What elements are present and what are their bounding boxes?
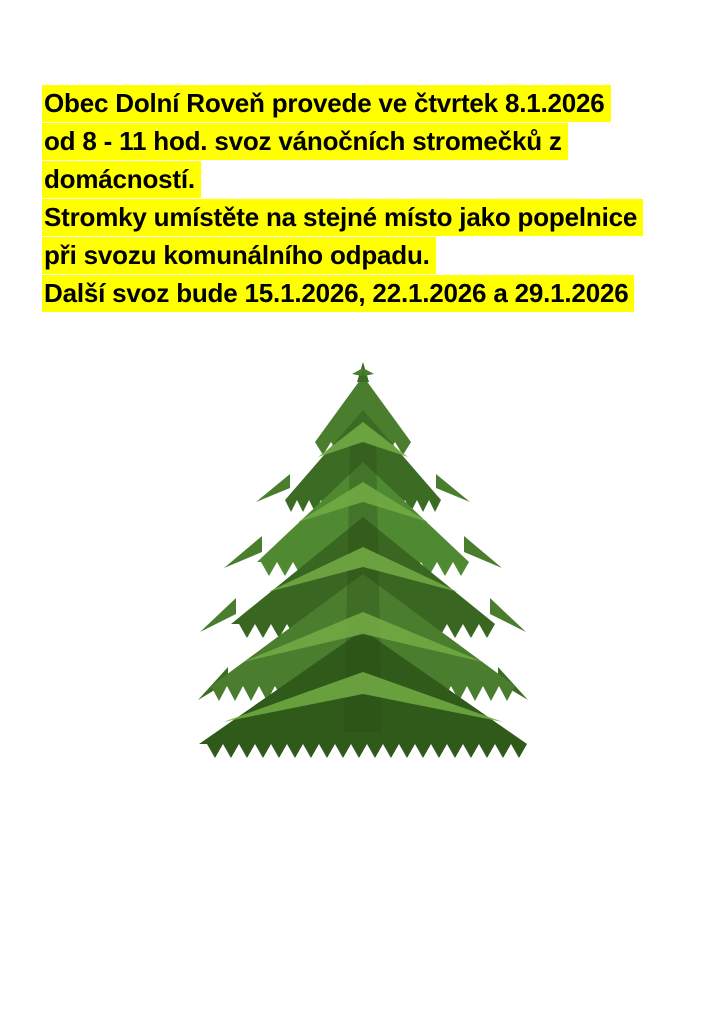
highlighted-line: domácností.	[42, 161, 201, 198]
announcement-paragraph-2	[44, 198, 685, 274]
christmas-tree-figure	[0, 362, 725, 762]
tree-top-leader	[352, 362, 374, 382]
highlighted-line: Stromky umístěte na stejné místo jako popelnice	[42, 199, 643, 236]
highlighted-line: při svozu komunálního odpadu.	[42, 237, 436, 274]
announcement-paragraph-3	[44, 274, 685, 312]
highlighted-line: od 8 - 11 hod. svoz vánočních stromečků z	[42, 123, 568, 160]
announcement-paragraph-1	[44, 84, 685, 198]
announcement	[0, 0, 725, 312]
highlighted-line: Další svoz bude 15.1.2026, 22.1.2026 a 29.1.2026	[42, 275, 634, 312]
highlighted-line: Obec Dolní Roveň provede ve čtvrtek 8.1.2026	[42, 85, 611, 122]
christmas-tree-image	[198, 362, 528, 762]
